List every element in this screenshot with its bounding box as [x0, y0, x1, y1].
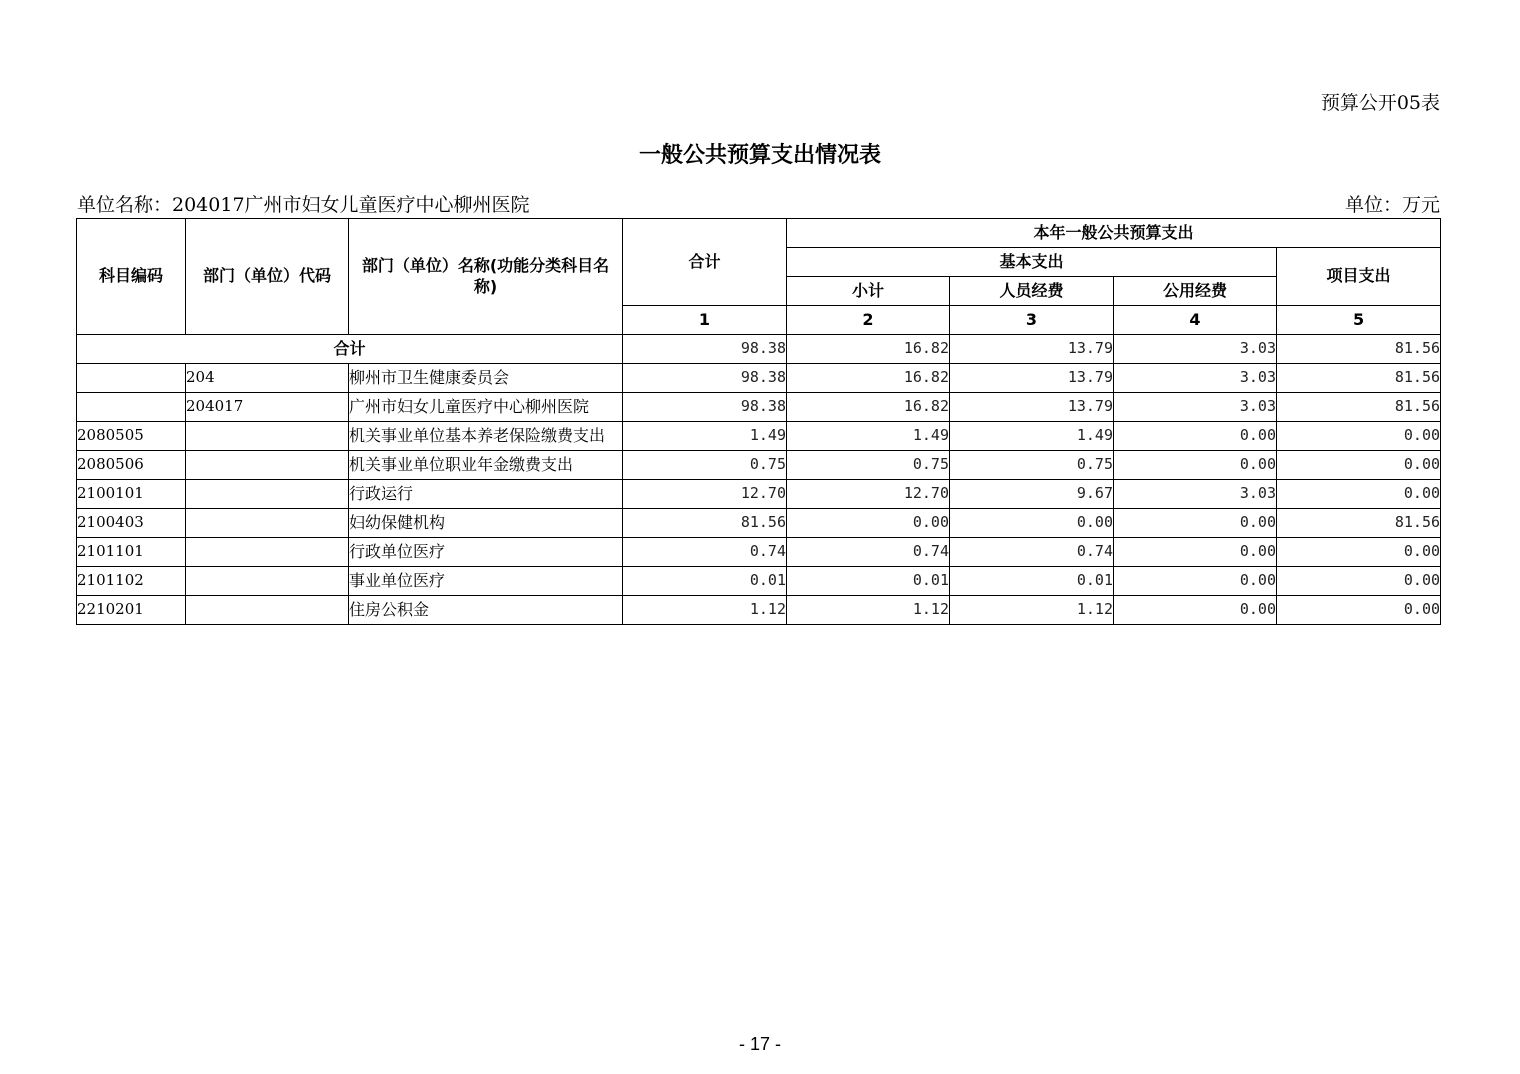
public-cell: 0.00 — [1114, 596, 1277, 625]
total-cell: 81.56 — [623, 509, 787, 538]
subtotal-cell: 12.70 — [787, 480, 950, 509]
name-cell: 行政单位医疗 — [349, 538, 623, 567]
name-cell: 妇幼保健机构 — [349, 509, 623, 538]
subtotal-cell: 1.12 — [787, 596, 950, 625]
public-cell: 0.00 — [1114, 509, 1277, 538]
unit-name-label: 单位名称：204017广州市妇女儿童医疗中心柳州医院 — [77, 194, 530, 216]
name-cell: 事业单位医疗 — [349, 567, 623, 596]
col-number-5: 5 — [1277, 306, 1441, 335]
total-cell: 1.12 — [623, 596, 787, 625]
public-cell: 3.03 — [1114, 335, 1277, 364]
subject-code-cell: 2101102 — [77, 567, 186, 596]
dept-code-cell — [186, 480, 349, 509]
project-cell: 0.00 — [1277, 567, 1441, 596]
col-number-3: 3 — [950, 306, 1114, 335]
subject-code-cell: 2080505 — [77, 422, 186, 451]
subject-code-cell — [77, 393, 186, 422]
project-cell: 81.56 — [1277, 364, 1441, 393]
dept-code-cell: 204 — [186, 364, 349, 393]
table-row — [77, 567, 1441, 596]
subtotal-cell: 16.82 — [787, 335, 950, 364]
name-cell: 住房公积金 — [349, 596, 623, 625]
personnel-cell: 0.74 — [950, 538, 1114, 567]
total-cell: 12.70 — [623, 480, 787, 509]
total-cell: 98.38 — [623, 335, 787, 364]
name-cell: 机关事业单位基本养老保险缴费支出 — [349, 422, 623, 451]
col-number-2: 2 — [787, 306, 950, 335]
public-cell: 3.03 — [1114, 393, 1277, 422]
total-cell: 0.74 — [623, 538, 787, 567]
table-row — [77, 422, 1441, 451]
project-cell: 0.00 — [1277, 480, 1441, 509]
personnel-cell: 1.49 — [950, 422, 1114, 451]
subtotal-cell: 0.74 — [787, 538, 950, 567]
public-cell: 3.03 — [1114, 480, 1277, 509]
header-basic: 基本支出 — [787, 248, 1277, 277]
subject-code-cell — [77, 364, 186, 393]
name-cell: 柳州市卫生健康委员会 — [349, 364, 623, 393]
subtotal-cell: 16.82 — [787, 393, 950, 422]
total-cell: 0.75 — [623, 451, 787, 480]
unit-line — [77, 190, 1440, 217]
form-code: 预算公开05表 — [1320, 92, 1440, 114]
table-row — [77, 451, 1441, 480]
header-subtotal: 小计 — [787, 277, 950, 306]
project-cell: 0.00 — [1277, 422, 1441, 451]
table-row — [77, 596, 1441, 625]
table-header — [77, 219, 1441, 335]
dept-code-cell — [186, 509, 349, 538]
table-row — [77, 364, 1441, 393]
table-row — [77, 509, 1441, 538]
table-row — [77, 480, 1441, 509]
dept-code-cell — [186, 538, 349, 567]
subject-code-cell: 2100403 — [77, 509, 186, 538]
table-row — [77, 393, 1441, 422]
total-cell: 1.49 — [623, 422, 787, 451]
subtotal-cell: 16.82 — [787, 364, 950, 393]
budget-table — [76, 218, 1441, 625]
page-number: - 17 - — [738, 1034, 781, 1054]
subtotal-cell: 1.49 — [787, 422, 950, 451]
personnel-cell: 13.79 — [950, 393, 1114, 422]
page-title: 一般公共预算支出情况表 — [638, 143, 881, 168]
dept-code-cell — [186, 567, 349, 596]
subject-code-cell: 2210201 — [77, 596, 186, 625]
header-total: 合计 — [623, 219, 787, 306]
personnel-cell: 0.01 — [950, 567, 1114, 596]
subject-code-cell: 2101101 — [77, 538, 186, 567]
currency-unit-label: 单位：万元 — [1344, 194, 1440, 216]
dept-code-cell — [186, 596, 349, 625]
personnel-cell: 13.79 — [950, 335, 1114, 364]
name-cell: 机关事业单位职业年金缴费支出 — [349, 451, 623, 480]
subject-code-cell: 2100101 — [77, 480, 186, 509]
col-number-4: 4 — [1114, 306, 1277, 335]
header-dept-name: 部门（单位）名称(功能分类科目名称) — [349, 219, 623, 335]
table-body — [77, 335, 1441, 625]
subtotal-cell: 0.75 — [787, 451, 950, 480]
header-dept-code: 部门（单位）代码 — [186, 219, 349, 335]
project-cell: 0.00 — [1277, 538, 1441, 567]
personnel-cell: 0.75 — [950, 451, 1114, 480]
col-number-1: 1 — [623, 306, 787, 335]
public-cell: 0.00 — [1114, 538, 1277, 567]
dept-code-cell — [186, 422, 349, 451]
subject-code-cell: 2080506 — [77, 451, 186, 480]
public-cell: 0.00 — [1114, 451, 1277, 480]
personnel-cell: 0.00 — [950, 509, 1114, 538]
project-cell: 81.56 — [1277, 509, 1441, 538]
project-cell: 0.00 — [1277, 451, 1441, 480]
header-project: 项目支出 — [1277, 248, 1441, 306]
public-cell: 3.03 — [1114, 364, 1277, 393]
personnel-cell: 13.79 — [950, 364, 1114, 393]
personnel-cell: 1.12 — [950, 596, 1114, 625]
personnel-cell: 9.67 — [950, 480, 1114, 509]
public-cell: 0.00 — [1114, 567, 1277, 596]
subtotal-cell: 0.00 — [787, 509, 950, 538]
header-subject-code: 科目编码 — [77, 219, 186, 335]
total-row — [77, 335, 1441, 364]
total-cell: 0.01 — [623, 567, 787, 596]
table-row — [77, 538, 1441, 567]
header-personnel: 人员经费 — [950, 277, 1114, 306]
total-label: 合计 — [77, 335, 623, 364]
project-cell: 81.56 — [1277, 335, 1441, 364]
name-cell: 广州市妇女儿童医疗中心柳州医院 — [349, 393, 623, 422]
total-cell: 98.38 — [623, 393, 787, 422]
project-cell: 81.56 — [1277, 393, 1441, 422]
header-public: 公用经费 — [1114, 277, 1277, 306]
dept-code-cell: 204017 — [186, 393, 349, 422]
project-cell: 0.00 — [1277, 596, 1441, 625]
header-current-year: 本年一般公共预算支出 — [787, 219, 1441, 248]
total-cell: 98.38 — [623, 364, 787, 393]
dept-code-cell — [186, 451, 349, 480]
subtotal-cell: 0.01 — [787, 567, 950, 596]
name-cell: 行政运行 — [349, 480, 623, 509]
public-cell: 0.00 — [1114, 422, 1277, 451]
